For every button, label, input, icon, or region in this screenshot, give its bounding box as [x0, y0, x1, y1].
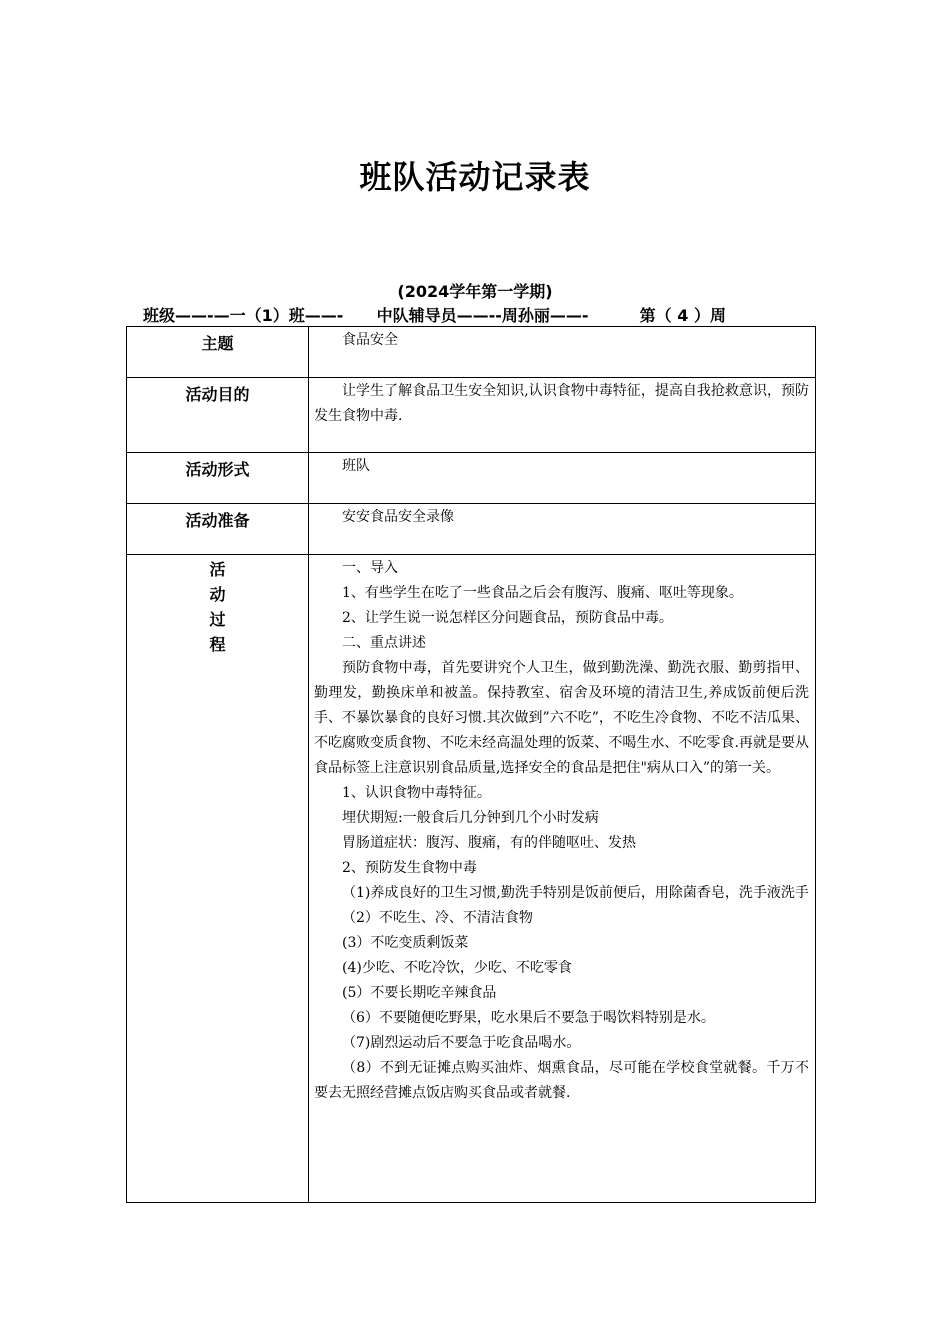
row-prep: [127, 504, 816, 555]
class-field: 班级——-—一（1）班——-: [143, 306, 344, 325]
row-process: [127, 555, 816, 1203]
process-paragraph: 二、重点讲述: [342, 635, 426, 651]
activity-record-table: [126, 326, 816, 1203]
process-paragraph: 预防食物中毒，首先要讲究个人卫生，做到勤洗澡、勤洗衣服、勤剪指甲、勤理发，勤换床单和被盖。保持教室、宿舍及环境的清洁卫生,养成饭前便后洗手、不暴饮暴食的良好习惯.其次做到”六不吃”，不吃生冷食物、不吃不洁瓜果、不吃腐败变质食物、不吃未经高温处理的饭菜、不喝生水、不吃零食.再就是要从食品标签上注意识别食品质量,选择安全的食品是把住"病从口入”的第一关。: [314, 660, 809, 776]
teacher-field: 中队辅导员——--周孙丽——-: [376, 306, 589, 325]
week-field: 第（ 4 ）周: [639, 306, 726, 325]
theme-content: [309, 327, 816, 378]
prep-text: 安安食品安全录像: [342, 509, 454, 525]
row-theme: [127, 327, 816, 378]
theme-text: 食品安全: [342, 332, 398, 348]
process-paragraph: （6）不要随便吃野果，吃水果后不要急于喝饮料特别是水。: [342, 1010, 715, 1026]
process-label-char: 动: [209, 585, 226, 604]
row-form: [127, 453, 816, 504]
purpose-content: [309, 378, 816, 453]
process-paragraph: （1)养成良好的卫生习惯,勤洗手特别是饭前便后，用除菌香皂，洗手液洗手: [342, 885, 809, 901]
process-label: [127, 555, 309, 1203]
process-paragraph: （7)剧烈运动后不要急于吃食品喝水。: [342, 1035, 581, 1051]
theme-label: 主题: [127, 327, 309, 378]
form-content: [309, 453, 816, 504]
page-title: 班队活动记录表: [359, 158, 591, 196]
process-paragraph: 1、有些学生在吃了一些食品之后会有腹泻、腹痛、呕吐等现象。: [342, 585, 743, 601]
form-text: 班队: [342, 458, 370, 474]
prep-label: 活动准备: [127, 504, 309, 555]
process-paragraph: 2、让学生说一说怎样区分问题食品，预防食品中毒。: [342, 610, 673, 626]
process-paragraph: (3）不吃变质剩饭菜: [342, 935, 469, 951]
purpose-text: 让学生了解食品卫生安全知识,认识食物中毒特征，提高自我抢救意识，预防发生食物中毒.: [314, 383, 809, 424]
process-paragraph: 一、导入: [342, 560, 398, 576]
process-content: [309, 555, 816, 1203]
process-label-char: 活: [209, 560, 226, 579]
process-paragraph: （8）不到无证摊点购买油炸、烟熏食品，尽可能在学校食堂就餐。千万不要去无照经营摊点饭店购买食品或者就餐.: [314, 1060, 809, 1101]
row-purpose: [127, 378, 816, 453]
form-label: 活动形式: [127, 453, 309, 504]
process-paragraph: （2）不吃生、冷、不清洁食物: [342, 910, 533, 926]
class-info-line: [143, 303, 726, 326]
prep-content: [309, 504, 816, 555]
process-paragraph: 1、认识食物中毒特征。: [342, 785, 491, 801]
process-paragraph: 胃肠道症状：腹泻、腹痛，有的伴随呕吐、发热: [342, 835, 636, 851]
process-paragraph: 2、预防发生食物中毒: [342, 860, 477, 876]
process-label-char: 过: [209, 610, 226, 629]
process-paragraph: (5）不要长期吃辛辣食品: [342, 985, 497, 1001]
process-paragraph: (4)少吃、不吃冷饮，少吃、不吃零食: [342, 960, 572, 976]
process-label-char: 程: [209, 635, 226, 654]
semester-line: (2024学年第一学期): [397, 282, 553, 301]
process-paragraph: 埋伏期短:一般食后几分钟到几个小时发病: [342, 810, 599, 826]
purpose-label: 活动目的: [127, 378, 309, 453]
